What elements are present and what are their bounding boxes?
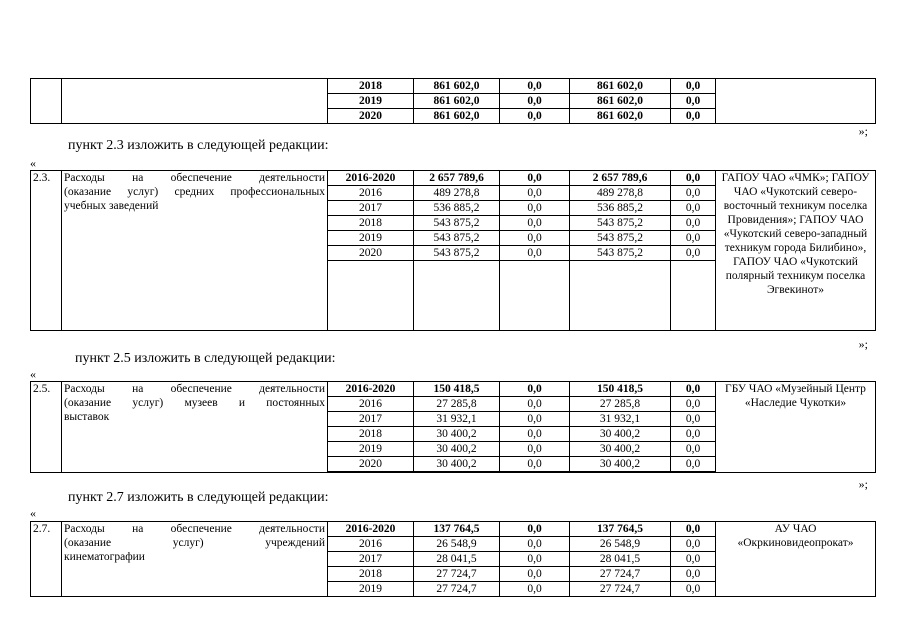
- responsible-cell: АУ ЧАО «Окркиновидеопрокат»: [716, 522, 876, 597]
- section-heading-2-7: пункт 2.7 изложить в следующей редакции:: [68, 490, 329, 505]
- description-line: Расходы на обеспечение деятельности: [64, 523, 325, 535]
- empty-cell: [671, 261, 716, 331]
- total-cell: 30 400,2: [414, 427, 500, 442]
- value-cell: 0,0: [671, 216, 716, 231]
- year-cell: 2016-2020: [328, 522, 414, 537]
- opening-quote: «: [30, 156, 36, 170]
- total-cell: 31 932,1: [414, 412, 500, 427]
- year-cell: 2018: [328, 567, 414, 582]
- value-cell: 0,0: [671, 442, 716, 457]
- responsible-cell: ГАПОУ ЧАО «ЧМК»; ГАПОУ ЧАО «Чукотский северо-восточный техникум поселка Провидения»; ГАПОУ ЧАО «Чукотский северо-западный техникум города Билибино», ГАПОУ ЧАО «Чукотский полярный техникум поселка Эгвекинот»: [716, 171, 876, 331]
- value-cell: 0,0: [671, 397, 716, 412]
- total-cell: 27 285,8: [414, 397, 500, 412]
- value-cell: 0,0: [671, 552, 716, 567]
- year-cell: 2018: [328, 427, 414, 442]
- value-cell: 0,0: [671, 537, 716, 552]
- value-cell: 137 764,5: [570, 522, 671, 537]
- index-cell: [31, 79, 62, 124]
- year-cell: 2016-2020: [328, 171, 414, 186]
- value-cell: 0,0: [671, 457, 716, 472]
- table-section-2-7: [30, 521, 876, 597]
- total-cell: 543 875,2: [414, 246, 500, 261]
- value-cell: 0,0: [671, 79, 716, 94]
- opening-quote: «: [30, 506, 36, 520]
- section-heading-2-5: пункт 2.5 изложить в следующей редакции:: [75, 351, 336, 366]
- total-cell: 27 724,7: [414, 582, 500, 597]
- closing-quote: »;: [858, 477, 868, 491]
- value-cell: 0,0: [500, 427, 570, 442]
- empty-cell: [570, 472, 671, 473]
- value-cell: 543 875,2: [570, 231, 671, 246]
- value-cell: 0,0: [500, 79, 570, 94]
- value-cell: 543 875,2: [570, 246, 671, 261]
- description-line: кинематографии: [64, 551, 145, 563]
- value-cell: 0,0: [500, 442, 570, 457]
- empty-cell: [328, 261, 414, 331]
- year-cell: 2016: [328, 397, 414, 412]
- description-line: (оказание услуг) средних профессиональных: [64, 186, 325, 198]
- year-cell: 2019: [328, 582, 414, 597]
- description-cell: [62, 171, 328, 331]
- value-cell: 0,0: [671, 427, 716, 442]
- value-cell: 543 875,2: [570, 216, 671, 231]
- year-cell: 2016-2020: [328, 382, 414, 397]
- total-cell: 2 657 789,6: [414, 171, 500, 186]
- table-row: [31, 382, 876, 397]
- total-cell: 543 875,2: [414, 231, 500, 246]
- empty-cell: [500, 261, 570, 331]
- description-cell: [62, 522, 328, 597]
- value-cell: 150 418,5: [570, 382, 671, 397]
- total-cell: 26 548,9: [414, 537, 500, 552]
- value-cell: 0,0: [671, 567, 716, 582]
- total-cell: 536 885,2: [414, 201, 500, 216]
- value-cell: 0,0: [500, 567, 570, 582]
- value-cell: 0,0: [500, 552, 570, 567]
- empty-cell: [500, 472, 570, 473]
- value-cell: 2 657 789,6: [570, 171, 671, 186]
- table-continuation: [30, 78, 876, 124]
- year-cell: 2018: [328, 216, 414, 231]
- responsible-cell: ГБУ ЧАО «Музейный Центр «Наследие Чукотки»: [716, 382, 876, 473]
- description-line: учебных заведений: [64, 200, 159, 212]
- year-cell: 2017: [328, 552, 414, 567]
- value-cell: 0,0: [671, 94, 716, 109]
- year-cell: 2017: [328, 412, 414, 427]
- value-cell: 0,0: [500, 109, 570, 124]
- description-line: (оказание услуг) учреждений: [64, 537, 325, 549]
- value-cell: 489 278,8: [570, 186, 671, 201]
- empty-cell: [328, 472, 414, 473]
- value-cell: 0,0: [671, 231, 716, 246]
- year-cell: 2020: [328, 457, 414, 472]
- value-cell: 861 602,0: [570, 109, 671, 124]
- total-cell: 30 400,2: [414, 457, 500, 472]
- total-cell: 861 602,0: [414, 94, 500, 109]
- value-cell: 0,0: [671, 186, 716, 201]
- value-cell: 0,0: [671, 109, 716, 124]
- value-cell: 0,0: [500, 382, 570, 397]
- table-section-2-5: [30, 381, 876, 473]
- description-line: Расходы на обеспечение деятельности: [64, 383, 325, 395]
- index-cell: 2.5.: [31, 382, 62, 473]
- table-section-2-3: [30, 170, 876, 331]
- description-cell: [62, 79, 328, 124]
- value-cell: 0,0: [671, 412, 716, 427]
- total-cell: 137 764,5: [414, 522, 500, 537]
- table-row: [31, 171, 876, 186]
- year-cell: 2019: [328, 231, 414, 246]
- year-cell: 2018: [328, 79, 414, 94]
- total-cell: 30 400,2: [414, 442, 500, 457]
- value-cell: 30 400,2: [570, 442, 671, 457]
- value-cell: 27 724,7: [570, 567, 671, 582]
- value-cell: 0,0: [671, 582, 716, 597]
- value-cell: 30 400,2: [570, 457, 671, 472]
- year-cell: 2020: [328, 109, 414, 124]
- value-cell: 0,0: [500, 522, 570, 537]
- value-cell: 0,0: [500, 582, 570, 597]
- index-cell: 2.3.: [31, 171, 62, 331]
- value-cell: 0,0: [671, 382, 716, 397]
- total-cell: 27 724,7: [414, 567, 500, 582]
- value-cell: 0,0: [500, 397, 570, 412]
- value-cell: 861 602,0: [570, 79, 671, 94]
- empty-cell: [671, 472, 716, 473]
- value-cell: 26 548,9: [570, 537, 671, 552]
- description-line: (оказание услуг) музеев и постоянных: [64, 397, 325, 409]
- value-cell: 0,0: [500, 186, 570, 201]
- closing-quote: »;: [858, 124, 868, 138]
- value-cell: 0,0: [500, 457, 570, 472]
- value-cell: 0,0: [671, 522, 716, 537]
- responsible-cell: [716, 79, 876, 124]
- value-cell: 0,0: [500, 171, 570, 186]
- value-cell: 27 724,7: [570, 582, 671, 597]
- description-cell: [62, 382, 328, 473]
- value-cell: 0,0: [671, 171, 716, 186]
- value-cell: 0,0: [671, 246, 716, 261]
- total-cell: 489 278,8: [414, 186, 500, 201]
- total-cell: 861 602,0: [414, 79, 500, 94]
- value-cell: 0,0: [671, 201, 716, 216]
- empty-cell: [414, 472, 500, 473]
- value-cell: 0,0: [500, 94, 570, 109]
- value-cell: 30 400,2: [570, 427, 671, 442]
- year-cell: 2016: [328, 186, 414, 201]
- empty-cell: [414, 261, 500, 331]
- value-cell: 0,0: [500, 246, 570, 261]
- value-cell: 28 041,5: [570, 552, 671, 567]
- year-cell: 2017: [328, 201, 414, 216]
- closing-quote: »;: [858, 337, 868, 351]
- total-cell: 28 041,5: [414, 552, 500, 567]
- total-cell: 543 875,2: [414, 216, 500, 231]
- value-cell: 0,0: [500, 412, 570, 427]
- value-cell: 27 285,8: [570, 397, 671, 412]
- total-cell: 150 418,5: [414, 382, 500, 397]
- value-cell: 0,0: [500, 231, 570, 246]
- value-cell: 0,0: [500, 216, 570, 231]
- opening-quote: «: [30, 367, 36, 381]
- table-row: [31, 522, 876, 537]
- value-cell: 861 602,0: [570, 94, 671, 109]
- total-cell: 861 602,0: [414, 109, 500, 124]
- value-cell: 31 932,1: [570, 412, 671, 427]
- year-cell: 2016: [328, 537, 414, 552]
- index-cell: 2.7.: [31, 522, 62, 597]
- description-line: выставок: [64, 411, 110, 423]
- year-cell: 2019: [328, 442, 414, 457]
- section-heading-2-3: пункт 2.3 изложить в следующей редакции:: [68, 138, 329, 153]
- year-cell: 2020: [328, 246, 414, 261]
- year-cell: 2019: [328, 94, 414, 109]
- description-line: Расходы на обеспечение деятельности: [64, 172, 325, 184]
- value-cell: 0,0: [500, 201, 570, 216]
- value-cell: 0,0: [500, 537, 570, 552]
- value-cell: 536 885,2: [570, 201, 671, 216]
- table-row: [31, 79, 876, 94]
- empty-cell: [570, 261, 671, 331]
